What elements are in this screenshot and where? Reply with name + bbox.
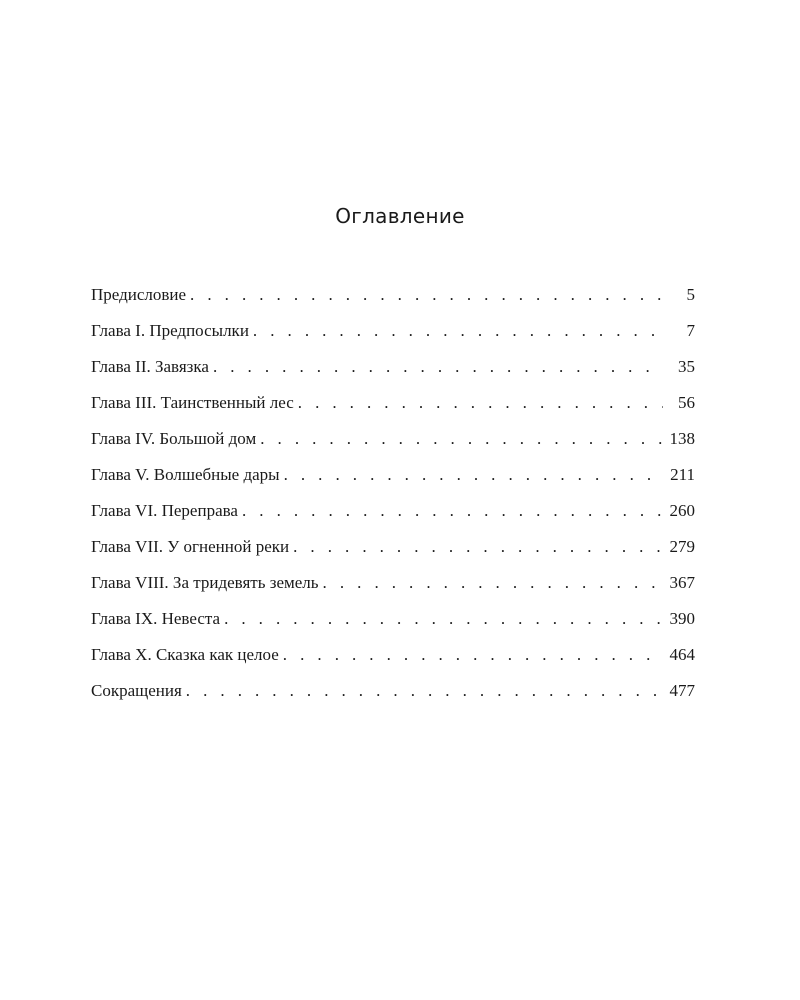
toc-entry[interactable] — [91, 385, 695, 421]
toc-entry[interactable] — [91, 349, 695, 385]
toc-page-number: 279 — [669, 537, 695, 556]
dot-leader — [260, 421, 663, 457]
toc-entry-title: Сокращения — [91, 681, 182, 700]
toc-entry-title: Глава VIII. За тридевять земель — [91, 573, 319, 592]
toc-entry[interactable] — [91, 565, 695, 601]
toc-entry[interactable] — [91, 637, 695, 673]
dot-leader — [253, 313, 663, 349]
toc-page-number: 7 — [686, 321, 695, 340]
toc-entry[interactable] — [91, 313, 695, 349]
dot-leader — [323, 565, 663, 601]
dot-leader — [284, 457, 663, 493]
toc-entry[interactable] — [91, 421, 695, 457]
toc-page-number: 367 — [669, 573, 695, 592]
toc-page-number: 464 — [669, 645, 695, 664]
toc-page-number: 260 — [669, 501, 695, 520]
toc-entry-title: Предисловие — [91, 285, 187, 304]
dot-leader — [186, 673, 663, 709]
toc-entry-title: Глава III. Таинственный лес — [91, 393, 294, 412]
toc-entry[interactable] — [91, 493, 695, 529]
toc-page-number: 138 — [669, 429, 695, 448]
toc-entry-title: Глава I. Предпосылки — [91, 321, 249, 340]
dot-leader — [293, 529, 663, 565]
toc-entry-title: Глава VI. Переправа — [91, 501, 238, 520]
dot-leader — [298, 385, 663, 421]
toc-entry[interactable] — [91, 457, 695, 493]
dot-leader — [283, 637, 663, 673]
toc-entry[interactable] — [91, 277, 695, 313]
toc-page-number: 56 — [678, 393, 695, 412]
toc-page-number: 211 — [670, 465, 695, 484]
toc-page-number: 35 — [678, 357, 695, 376]
toc-entry-title: Глава X. Сказка как целое — [91, 645, 279, 664]
toc-entry[interactable] — [91, 529, 695, 565]
toc-page-number: 390 — [669, 609, 695, 628]
toc-entry[interactable] — [91, 673, 695, 709]
dot-leader — [242, 493, 663, 529]
toc-entry-title: Глава IX. Невеста — [91, 609, 221, 628]
dot-leader — [190, 277, 663, 313]
toc-entry[interactable] — [91, 601, 695, 637]
dot-leader — [213, 349, 663, 385]
toc-entry-title: Глава II. Завязка — [91, 357, 209, 376]
toc-entry-title: Глава V. Волшебные дары — [91, 465, 280, 484]
toc-entry-title: Глава VII. У огненной реки — [91, 537, 290, 556]
toc-page-number: 5 — [686, 285, 695, 304]
dot-leader — [224, 601, 663, 637]
toc-entry-title: Глава IV. Большой дом — [91, 429, 257, 448]
table-of-contents — [91, 277, 695, 709]
toc-page-number: 477 — [669, 681, 695, 700]
page-title: Оглавление — [335, 204, 465, 228]
